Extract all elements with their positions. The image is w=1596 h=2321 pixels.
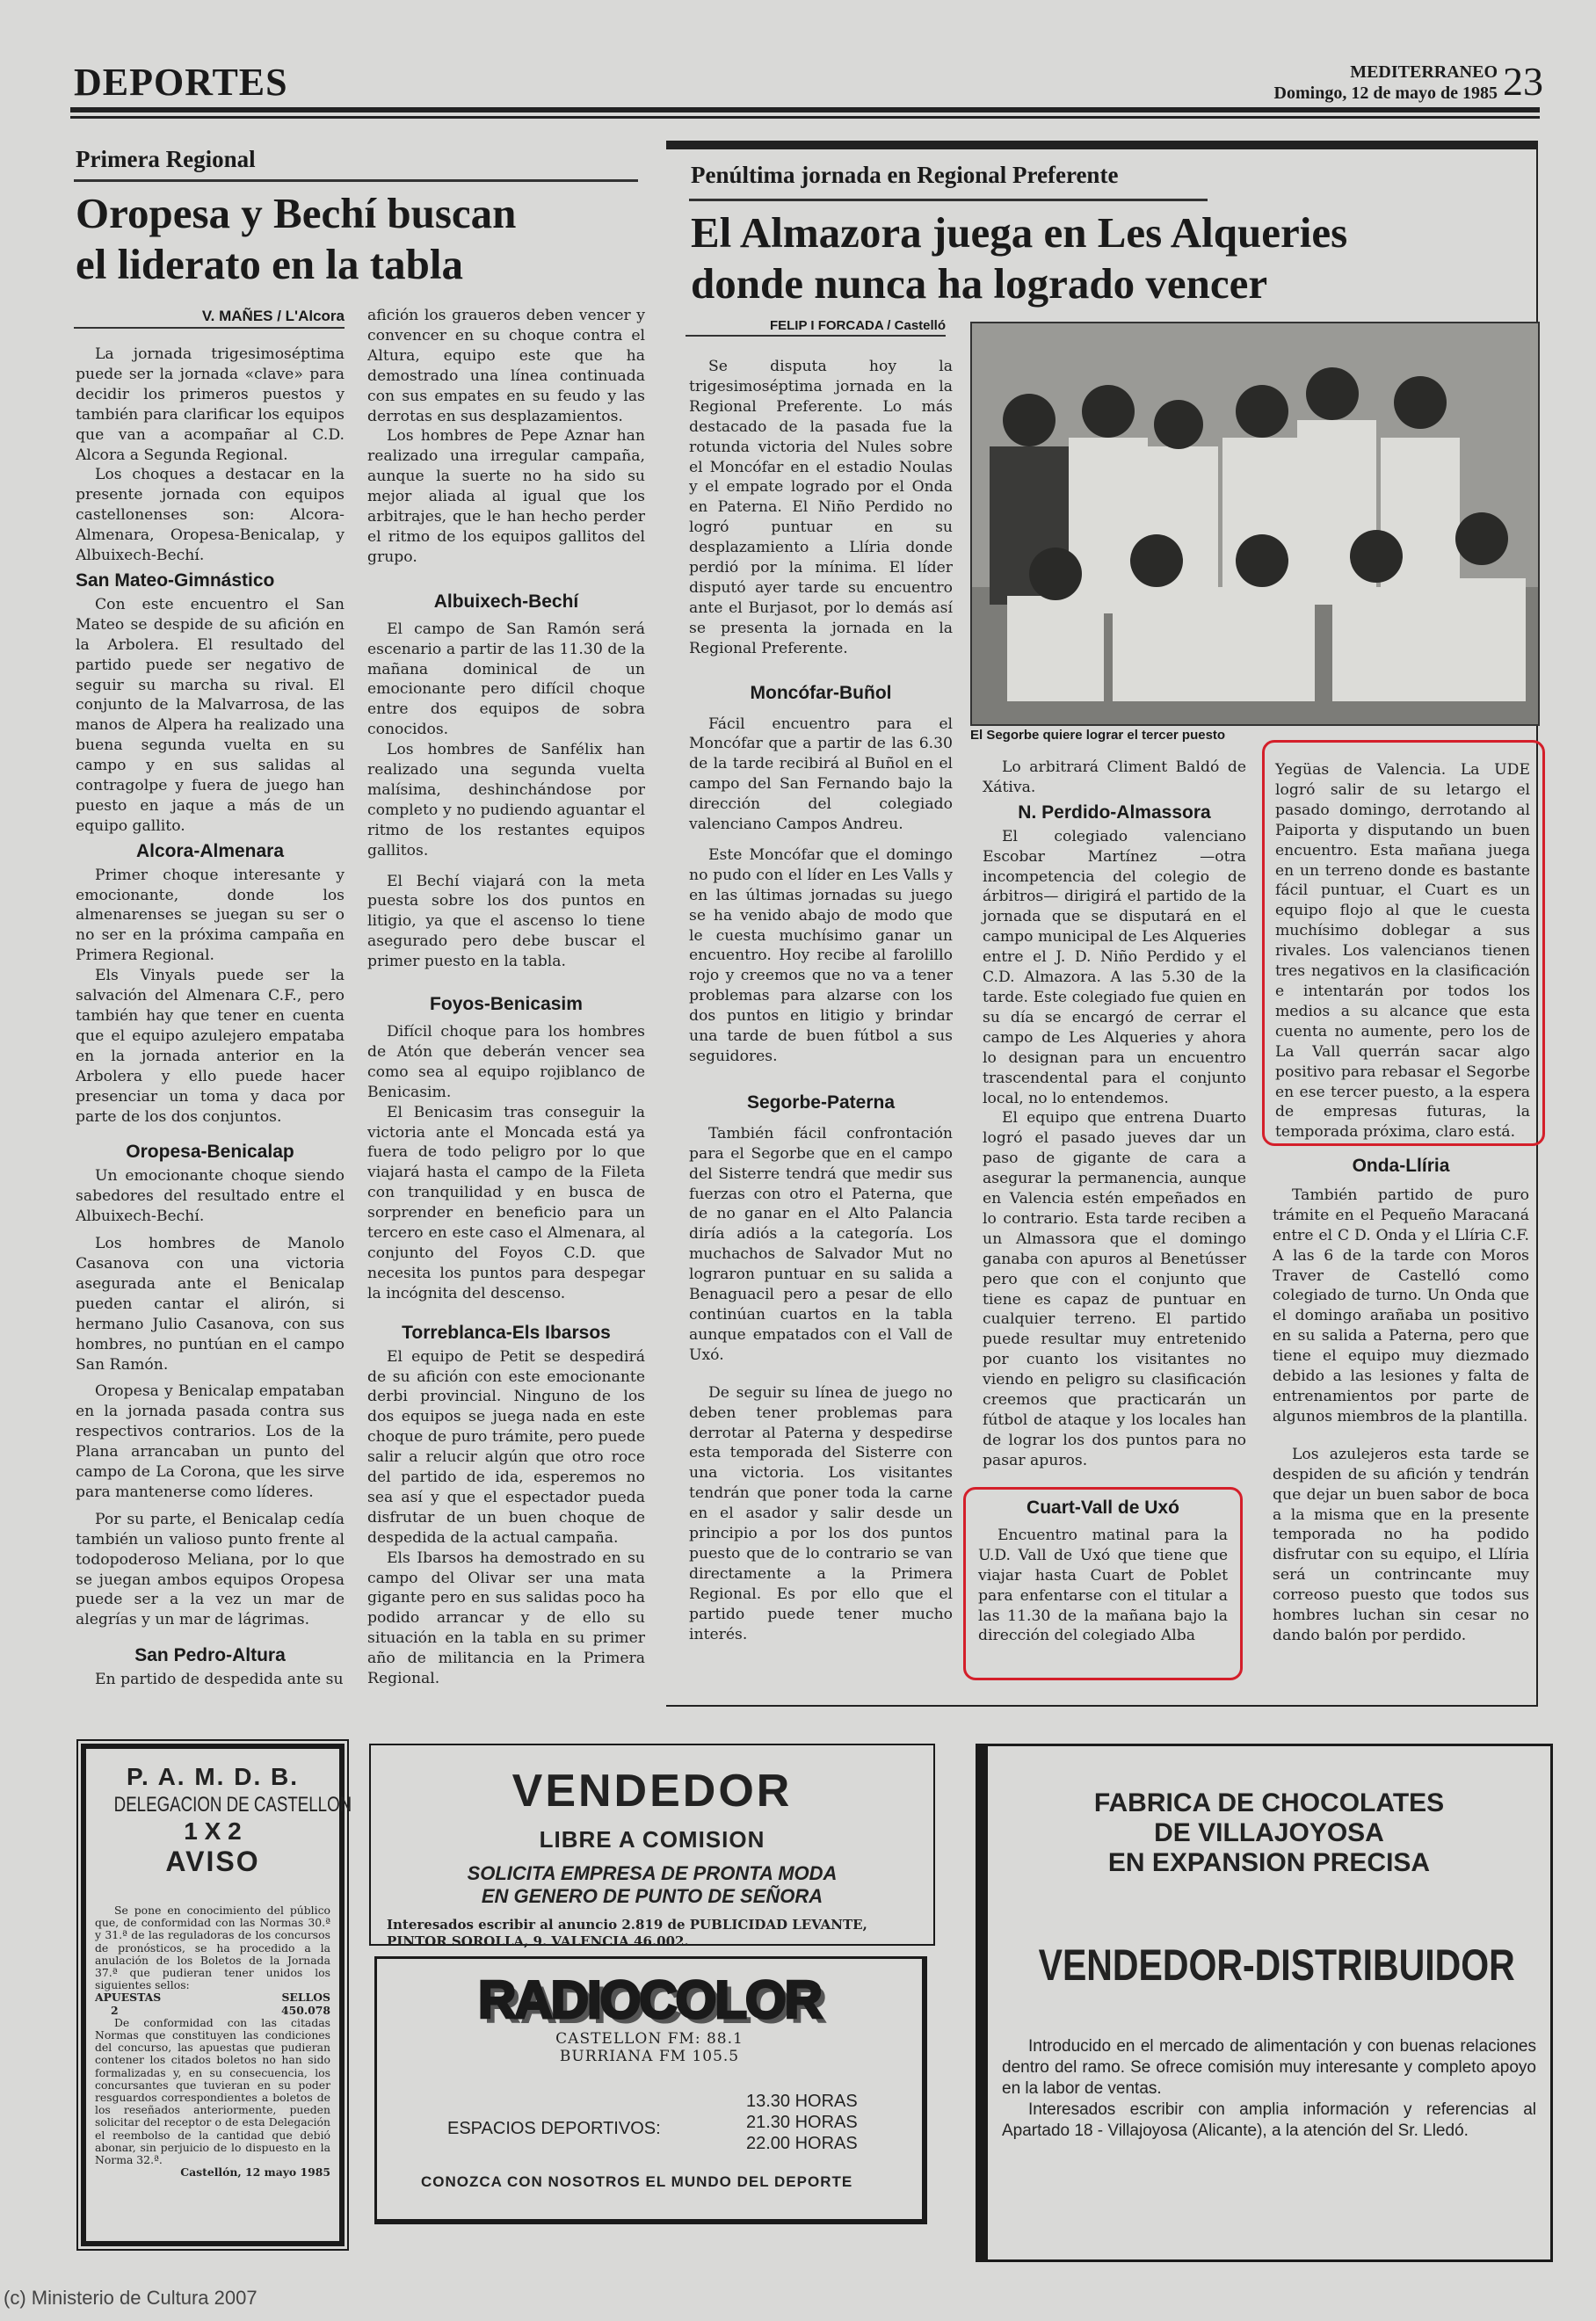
radiocolor-freq-2: BURRIANA FM 105.5 — [559, 2048, 740, 2065]
yeguas-paragraph-wrap — [1275, 760, 1530, 1142]
chocolates-line-3: EN EXPANSION PRECISA — [1107, 1848, 1431, 1877]
radiocolor-frequencies — [377, 2030, 922, 2065]
subheading: San Pedro-Altura — [134, 1645, 286, 1666]
chocolates-line-1: FABRICA DE CHOCOLATES — [1093, 1788, 1445, 1817]
copyright-watermark: (c) Ministerio de Cultura 2007 — [4, 2287, 258, 2309]
subheading: Alcora-Almenara — [135, 840, 285, 861]
paragraph: El equipo que entrena Duarto logró el pasado jueves dar un paso de gigante de cara a asegurar la permanencia, aunque en Valencia estén empeñados en lo contrario. Esta tarde reciben a un Almassora que el domingo ganaba con apuros al Benetússer pero que con el conjunto que tiene es capaz de puntuar en cualquier terreno. El partido puede resultar muy entretenido por cuanto los visitantes no viendo en peligro su clasificación creemos que practicarán un fútbol de ataque y los locales han de lograr los dos puntos para no pasar apuros. — [983, 1109, 1246, 1469]
paragraph: La jornada trigesimoséptima puede ser la jornada «clave» para decidir los primeros puestos y también para clarificar los equipos que van a acompañar al C.D. Alcora a Segunda Regional. — [76, 345, 345, 464]
paragraph: Un emocionante choque siendo sabedores del resultado entre el Albuixech-Bechí. — [76, 1167, 345, 1226]
paragraph: Interesados escribir con amplia información y referencias al Apartado 18 - Villajoyosa (Alicante), a la atención del Sr. Lledó. — [1002, 2100, 1536, 2140]
paragraph: Los choques a destacar en la presente jornada con equipos castellonenses son: Alcora-Almenara, Oropesa-Benicalap, y Albuixech-Bechí. — [76, 466, 345, 565]
pamdb-body — [86, 1878, 339, 2179]
subheading: Segorbe-Paterna — [746, 1092, 896, 1113]
subheading: Oropesa-Benicalap — [126, 1142, 294, 1163]
header-rule — [70, 107, 1540, 112]
left-headline-line-1: Oropesa y Bechí buscan — [76, 189, 517, 237]
paragraph: afición los graueros deben vencer y convencer en su choque contra el Altura, equipo este que ha demostrado una línea continuada con sus empates en su feudo y las derrotas en sus desplazamientos. — [367, 307, 645, 425]
pamdb-table-row — [95, 2005, 330, 2017]
radiocolor-time: 22.00 HORAS — [746, 2134, 858, 2153]
subheading: Torreblanca-Els Ibarsos — [402, 1322, 611, 1343]
vendedor-line-2: EN GENERO DE PUNTO DE SEÑORA — [481, 1885, 823, 1907]
paragraph: Fácil encuentro para el Moncófar que a partir de las 6.30 de la tarde recibirá al Buñol en el campo del San Fernando bajo la dirección del colegiado valenciano Campos Andreu. — [689, 714, 953, 834]
left-byline: V. MAÑES / L'Alcora — [74, 308, 345, 329]
paragraph: Se pone en conocimiento del público que, de conformidad con las Normas 30.ª y 31.ª de las reguladoras de los concursos de pronósticos, se ha procedido a la anulación de los Boletos de la Jornada 37.ª que pudieran tener unidos los siguientes sellos: — [95, 1904, 330, 1992]
paragraph: Introducido en el mercado de alimentación y con buenas relaciones dentro del ramo. Se ofrece comisión muy interesante y completo apoyo en la labor de ventas. — [1002, 2037, 1536, 2098]
ad-pamdb — [81, 1744, 352, 2246]
paragraph: Primer choque interesante y emocionante, donde los almenarenses se juegan su ser o no ser en la próxima campaña en Primera Regional. — [76, 866, 345, 965]
vendedor-contact — [387, 1917, 933, 1950]
radiocolor-logo-text: RADIOCOLOR — [478, 1970, 821, 2029]
paragraph: El campo de San Ramón será escenario a partir de las 11.30 de la mañana dominical de un emocionante pero difícil choque entre dos equipos de sobra conocidos. — [367, 620, 645, 739]
pamdb-1x2: 1 X 2 — [184, 1817, 242, 1845]
left-headline-line-2: el liderato en la tabla — [76, 240, 463, 288]
pamdb-signature: Castellón, 12 mayo 1985 — [180, 2165, 330, 2180]
subheading: Onda-Llíria — [1352, 1156, 1450, 1176]
paragraph: Els Ibarsos ha demostrado en su campo del Olivar ser una mata gigante pero en sus salidas poco ha podido arrancar y de ello su situación en la tabla en su primer año de militancia en la Primera Regional. — [367, 1549, 645, 1688]
subheading: San Mateo-Gimnástico — [76, 569, 275, 591]
highlight-box-cuart — [963, 1487, 1243, 1680]
radiocolor-espacios-label: ESPACIOS DEPORTIVOS: — [447, 2119, 661, 2138]
paragraph: Encuentro matinal para la U.D. Vall de Uxó que tiene que viajar hasta Cuart de Poblet para enfentarse con el titular a las 11.30 de la mañana bajo la dirección del colegiado Alba — [978, 1526, 1228, 1645]
radiocolor-freq-1: CASTELLON FM: 88.1 — [555, 2030, 744, 2048]
highlight-box-yeguas — [1262, 740, 1545, 1146]
paragraph: Los hombres de Sanfélix han realizado una segunda vuelta malísima, deshinchándose por completo y no pudiendo aguantar el ritmo de los restantes equipos gallitos. — [367, 741, 645, 859]
vendedor-contact-2: PINTOR SOROLLA, 9. VALENCIA 46.002. — [387, 1933, 689, 1949]
left-headline — [76, 188, 656, 290]
kicker-rule — [74, 179, 638, 182]
chocolates-title: VENDEDOR-DISTRIBUIDOR — [1038, 1940, 1515, 1990]
right-column-2 — [983, 758, 1246, 1471]
paragraph: El Benicasim tras conseguir la victoria ante el Moncada está ya fuera de todo peligro por lo que viajará hasta el campo de la Fileta con tranquilidad y en busca de sorprender en beneficio para un tercero en este caso el Almenara, al conjunto del Foyos C.D. que necesita los puntos para despegar la incógnita del descenso. — [367, 1103, 645, 1302]
left-column-2 — [367, 306, 645, 1689]
radiocolor-times — [746, 2091, 858, 2154]
masthead — [1274, 62, 1498, 104]
paragraph: De seguir su línea de juego no deben tener problemas para derrotar al Paterna y despedirse esta temporada del Sisterre con una victoria. Los visitantes tendrán que poner toda la carne en el asador y salir desde un principio a por los dos puntos puesto que de lo contrario se van directamente a la Primera Regional. Es por ello que el partido puede tener mucho interés. — [689, 1383, 953, 1643]
paragraph: Difícil choque para los hombres de Atón que deberán vencer sea como sea al equipo rojiblanco de Benicasim. — [367, 1023, 645, 1101]
pamdb-title: P. A. M. D. B. — [126, 1763, 300, 1790]
right-headline — [691, 207, 1517, 309]
paragraph: De conformidad con las citadas Normas que constituyen las condiciones del concurso, las apuestas que pudieran contener los citados boletos no han sido formalizadas y, en su consecuencia, los concursantes que tuvieran en su poder resguardos correspondientes a boletos de los reseñados anteriormente, pueden solicitar del receptor o de esta Delegación el reembolso de la cantidad que debió abonar, sin perjuicio de lo dispuesto en la Norma 32.ª. — [95, 2015, 330, 2167]
page-number: 23 — [1503, 59, 1543, 104]
issue-date: Domingo, 12 de mayo de 1985 — [1273, 83, 1498, 103]
subheading: Moncófar-Buñol — [750, 682, 892, 703]
left-kicker: Primera Regional — [76, 146, 256, 172]
team-photo-illustration — [972, 323, 1538, 724]
right-byline: FELIP I FORCADA / Castelló — [686, 318, 946, 337]
paragraph: Los hombres de Manolo Casanova con una victoria asegurada ante el Benicalap pueden cantar el alirón, si hermano Julio Casanova, con sus hombres, no puntúan en el campo San Ramón. — [76, 1235, 345, 1374]
right-column-3 — [1273, 1151, 1529, 1646]
apuestas-label: APUESTAS — [95, 1991, 162, 2005]
radiocolor-time: 21.30 HORAS — [746, 2113, 858, 2132]
subheading: Foyos-Benicasim — [430, 994, 583, 1015]
paragraph: El equipo de Petit se despedirá de su afición con este emocionante derbi provincial. Ninguno de los dos equipos se juega nada en este choque de puro trámite, pero puede salir a relucir algún que otro roce del partido de ida, esperemos no sea así y que el espectador pueda disfrutar de un buen choque de despedida de la actual campaña. — [367, 1347, 645, 1547]
photo-caption: El Segorbe quiere lograr el tercer puesto — [970, 728, 1226, 743]
paragraph: El colegiado valenciano Escobar Martínez —otra incompetencia del colegio de árbitros— dirigirá el partido de la jornada que se disputará en el campo municipal de Les Alqueries entre el J. D. Niño Perdido y el C.D. Almazora. A las 5.30 de la tarde. Este colegiado fue quien en su día se encargó de cerrar el campo de Les Alqueries y ahora lo designan para un encuentro trascendental para el conjunto local, no lo entendemos. — [983, 827, 1246, 1107]
sellos-label: SELLOS — [281, 1991, 330, 2005]
radiocolor-time: 13.30 HORAS — [746, 2092, 858, 2111]
paragraph: Por su parte, el Benicalap cedía también un valioso punto frente al todopoderoso Meliana, por lo que se juegan ambos equipos Oropesa puede ser a la vez un mar de alegrías y un mar de lágrimas. — [76, 1510, 345, 1629]
paragraph: También partido de puro trámite en el Pequeño Maracaná entre el C D. Onda y el Llíria C.F. A las 6 de la tarde con Moros Traver de Castelló como colegiado de turno. Un Onda que el domingo arañaba un positivo en su salida a Paterna, pero que tiene el equipo muy diezmado debido a las lesiones y falta de entrenamientos por parte de algunos miembros de la plantilla. — [1273, 1186, 1529, 1425]
left-column-1 — [76, 345, 345, 1690]
chocolates-body — [1002, 2036, 1536, 2142]
paragraph: Se disputa hoy la trigesimoséptima jornada en la Regional Preferente. Lo más destacado de la pasada fue la rotunda victoria del Nules sobre el Moncófar en el estadio Noulas y el empate logrado por el Onda en Paterna. El Niño Perdido no logró puntuar en su desplazamiento a Llíria donde perdió por la mínima. El líder disputó ayer tarde su encuentro ante el Burjasot, por lo demás así se presenta la jornada en la Regional Preferente. — [689, 358, 953, 657]
paragraph: Con este encuentro el San Mateo se despide de su afición en la Arbolera. El resultado del partido puede ser negativo de seguir su marcha su rival. El conjunto de la Malvarrosa, de las manos de Alpera ha realizado una buena segunda vuelta en su campo y en sus salidas al contragolpe y fuera de juego han puesto en jaque a más de un equipo gallito. — [76, 595, 345, 835]
apuestas-value: 2 — [111, 2003, 119, 2017]
paragraph: El Bechí viajará con la meta puesta sobre los dos puntos en litigio, ya que el ascenso lo tiene asegurado pero debe buscar el primer puesto en la tabla. — [367, 872, 645, 971]
right-kicker: Penúltima jornada en Regional Preferente — [691, 162, 1119, 188]
vendedor-title: VENDEDOR — [511, 1766, 793, 1817]
sellos-value: 450.078 — [280, 2003, 330, 2017]
ad-vendedor — [369, 1744, 935, 1949]
chocolates-headline — [988, 1788, 1550, 1878]
subheading: N. Perdido-Almassora — [1018, 801, 1211, 823]
chocolates-line-2: DE VILLAJOYOSA — [1154, 1818, 1384, 1847]
right-headline-line-2: donde nunca ha logrado vencer — [691, 259, 1268, 308]
kicker-rule — [689, 199, 1208, 201]
paragraph: Oropesa y Benicalap empataban en la jornada pasada contra sus respectivos contrarios. Los de la Plana arrancaban un punto del campo de La Corona, que les sirve para mantenerse como líderes. — [76, 1382, 345, 1501]
newspaper-name: MEDITERRANEO — [1350, 62, 1498, 82]
header-rule-thin — [70, 116, 1540, 119]
vendedor-contact-1: Interesados escribir al anuncio 2.819 de PUBLICIDAD LEVANTE, — [387, 1917, 867, 1933]
pamdb-table-header — [95, 1991, 330, 2004]
vendedor-subtitle: LIBRE A COMISION — [539, 1826, 765, 1853]
ad-chocolates — [976, 1744, 1553, 2262]
pamdb-aviso: AVISO — [165, 1846, 260, 1877]
subheading: Cuart-Vall de Uxó — [1027, 1498, 1179, 1518]
paragraph: Yegüas de Valencia. La UDE logró salir de su letargo el pasado domingo, derrotando al Paiporta y disputando un buen encuentro. Esta mañana juega en un terreno donde es bastante fácil puntuar, el Cuart es un equipo flojo al que le cuesta muchísimo doblegar a sus rivales. Los valencianos tienen tres negativos en la clasificación e intentarán por todos los medios a su alcance que esta cuenta no aumente, pero los de La Vall querrán sacar algo positivo para rebasar el Segorbe en ese tercer puesto, a la espera de empresas futuras, la temporada próxima, claro está. — [1275, 761, 1530, 1142]
paragraph: Los azulejeros esta tarde se despiden de su afición y tendrán que dejar un buen sabor de boca a la misma que en la presente temporada no ha podido disfrutar con su equipo, el Llíria será un contrincante muy correoso puesto que todos sus hombres luchan sin cesar no dando balón por perdido. — [1273, 1445, 1529, 1644]
radiocolor-slogan: CONOZCA CON NOSOTROS EL MUNDO DEL DEPORTE — [421, 2173, 853, 2190]
right-headline-line-1: El Almazora juega en Les Alqueries — [691, 208, 1348, 257]
cuart-section — [978, 1493, 1228, 1646]
paragraph: También fácil confrontación para el Segorbe que en el campo del Sisterre tendrá que medir sus fuerzas con otro el Paterna, que de no ganar en el Alto Palancia diría adiós a la categoría. Los muchachos de Salvador Mut no lograron puntuar en su salida a Benaguacil pero a pesar de ello continúan cuartos en la tabla aunque empatados con el Vall de Uxó. — [689, 1124, 953, 1364]
paragraph: En partido de despedida ante su — [95, 1671, 344, 1689]
radiocolor-logo — [377, 1969, 922, 2030]
right-column-1 — [689, 357, 953, 1644]
paragraph: Els Vinyals puede ser la salvación del Almenara C.F., pero también hay que tener en cuenta que el equipo azulejero empataba en la jornada anterior en la Arbolera y ello puede hacer presenciar un toma y daca por parte de los dos conjuntos. — [76, 967, 345, 1126]
vendedor-line-1: SOLICITA EMPRESA DE PRONTA MODA — [467, 1862, 838, 1884]
section-title: DEPORTES — [74, 61, 288, 104]
pamdb-delegacion: DELEGACION DE CASTELLON — [113, 1793, 352, 1817]
subheading: Albuixech-Bechí — [433, 591, 579, 612]
paragraph: Lo arbitrará Climent Baldó de Xátiva. — [983, 758, 1246, 796]
paragraph: Este Moncófar que el domingo no pudo con el líder en Les Valls y en las últimas jornadas su juego se ha venido abajo de modo que le cuesta muchísimo ganar un encuentro. Hoy recibe al farolillo rojo y creemos que no va a tener problemas para alzarse con los dos puntos en litigio y brindar una tarde de buen fútbol a sus seguidores. — [689, 845, 953, 1065]
vendedor-lines — [371, 1862, 933, 1908]
paragraph: Los hombres de Pepe Aznar han realizado una irregular campaña, aunque la suerte no ha sido su mejor aliada al igual que los arbitrajes, que le han hecho perder el ritmo de los equipos gallitos del grupo. — [367, 427, 645, 566]
team-photo — [970, 322, 1540, 726]
ad-radiocolor — [374, 1956, 927, 2224]
